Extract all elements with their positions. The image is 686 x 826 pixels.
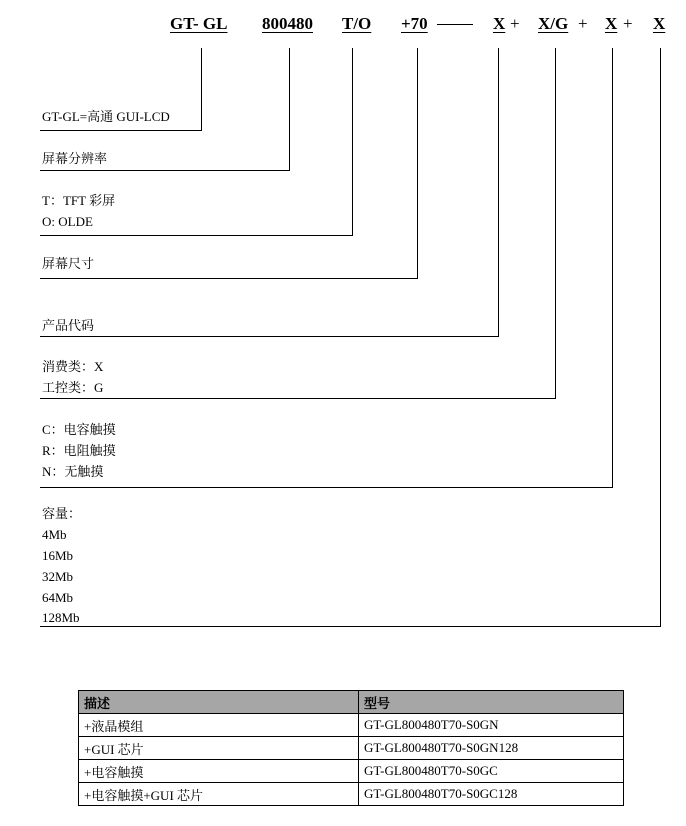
- code-dash: [437, 24, 473, 25]
- label-capacity-4mb: 4Mb: [42, 527, 67, 542]
- leader-product-v: [498, 48, 499, 337]
- leader-series-h: [40, 130, 202, 131]
- table-cell-model: GT-GL800480T70-S0GC: [359, 760, 624, 783]
- leader-resolution-h: [40, 170, 290, 171]
- leader-category-h: [40, 398, 556, 399]
- leader-product-h: [40, 336, 499, 337]
- label-capacity-16mb: 16Mb: [42, 548, 74, 563]
- code-capacity: X: [653, 14, 666, 33]
- leader-touch-h: [40, 487, 613, 488]
- leader-display-h: [40, 235, 353, 236]
- label-capacity-title: 容量：: [42, 506, 82, 521]
- leader-size-v: [417, 48, 418, 279]
- label-capacity-128mb: 128Mb: [42, 610, 80, 625]
- label-category-industrial: 工控类：G: [42, 380, 104, 395]
- table-header-description: 描述: [79, 691, 359, 714]
- table-row: [79, 737, 624, 760]
- table-row: [79, 783, 624, 806]
- label-series: GT-GL=高通 GUI-LCD: [42, 109, 170, 124]
- code-touch: X: [605, 14, 618, 33]
- table-cell-model: GT-GL800480T70-S0GN: [359, 714, 624, 737]
- label-touch-resistive: R：电阻触摸: [42, 443, 116, 458]
- label-capacity-64mb: 64Mb: [42, 590, 74, 605]
- label-capacity-32mb: 32Mb: [42, 569, 74, 584]
- table-row: [79, 760, 624, 783]
- table-header-model: 型号: [359, 691, 624, 714]
- leader-touch-v: [612, 48, 613, 488]
- leader-size-h: [40, 278, 418, 279]
- code-plus-3: +: [623, 14, 633, 33]
- label-resolution: 屏幕分辨率: [42, 151, 108, 166]
- code-product: X: [493, 14, 506, 33]
- label-category-consumer: 消费类：X: [42, 359, 104, 374]
- label-touch-capacitive: C：电容触摸: [42, 422, 116, 437]
- code-plus-1: +: [510, 14, 520, 33]
- label-touch-none: N：无触摸: [42, 464, 104, 479]
- leader-capacity-h: [40, 626, 661, 627]
- table-cell-description: +电容触摸: [79, 760, 359, 783]
- code-plus-2: +: [578, 14, 588, 33]
- table-row: [79, 714, 624, 737]
- table-cell-description: +电容触摸+GUI 芯片: [79, 783, 359, 806]
- leader-series-v: [201, 48, 202, 131]
- code-resolution: 800480: [262, 14, 313, 33]
- code-category: X/G: [538, 14, 569, 33]
- leader-resolution-v: [289, 48, 290, 171]
- code-display-type: T/O: [342, 14, 372, 33]
- label-product-code: 产品代码: [42, 318, 95, 333]
- leader-display-v: [352, 48, 353, 236]
- code-series: GT- GL: [170, 14, 228, 33]
- label-display-olde: O: OLDE: [42, 214, 93, 229]
- leader-capacity-v: [660, 48, 661, 627]
- table-cell-description: +GUI 芯片: [79, 737, 359, 760]
- leader-category-v: [555, 48, 556, 399]
- table-cell-model: GT-GL800480T70-S0GC128: [359, 783, 624, 806]
- label-display-tft: T：TFT 彩屏: [42, 193, 116, 208]
- table-header-row: [79, 691, 624, 714]
- table-cell-model: GT-GL800480T70-S0GN128: [359, 737, 624, 760]
- code-screen-size: +70: [401, 14, 428, 33]
- model-table: [78, 690, 624, 806]
- label-screen-size: 屏幕尺寸: [42, 256, 95, 271]
- table-cell-description: +液晶模组: [79, 714, 359, 737]
